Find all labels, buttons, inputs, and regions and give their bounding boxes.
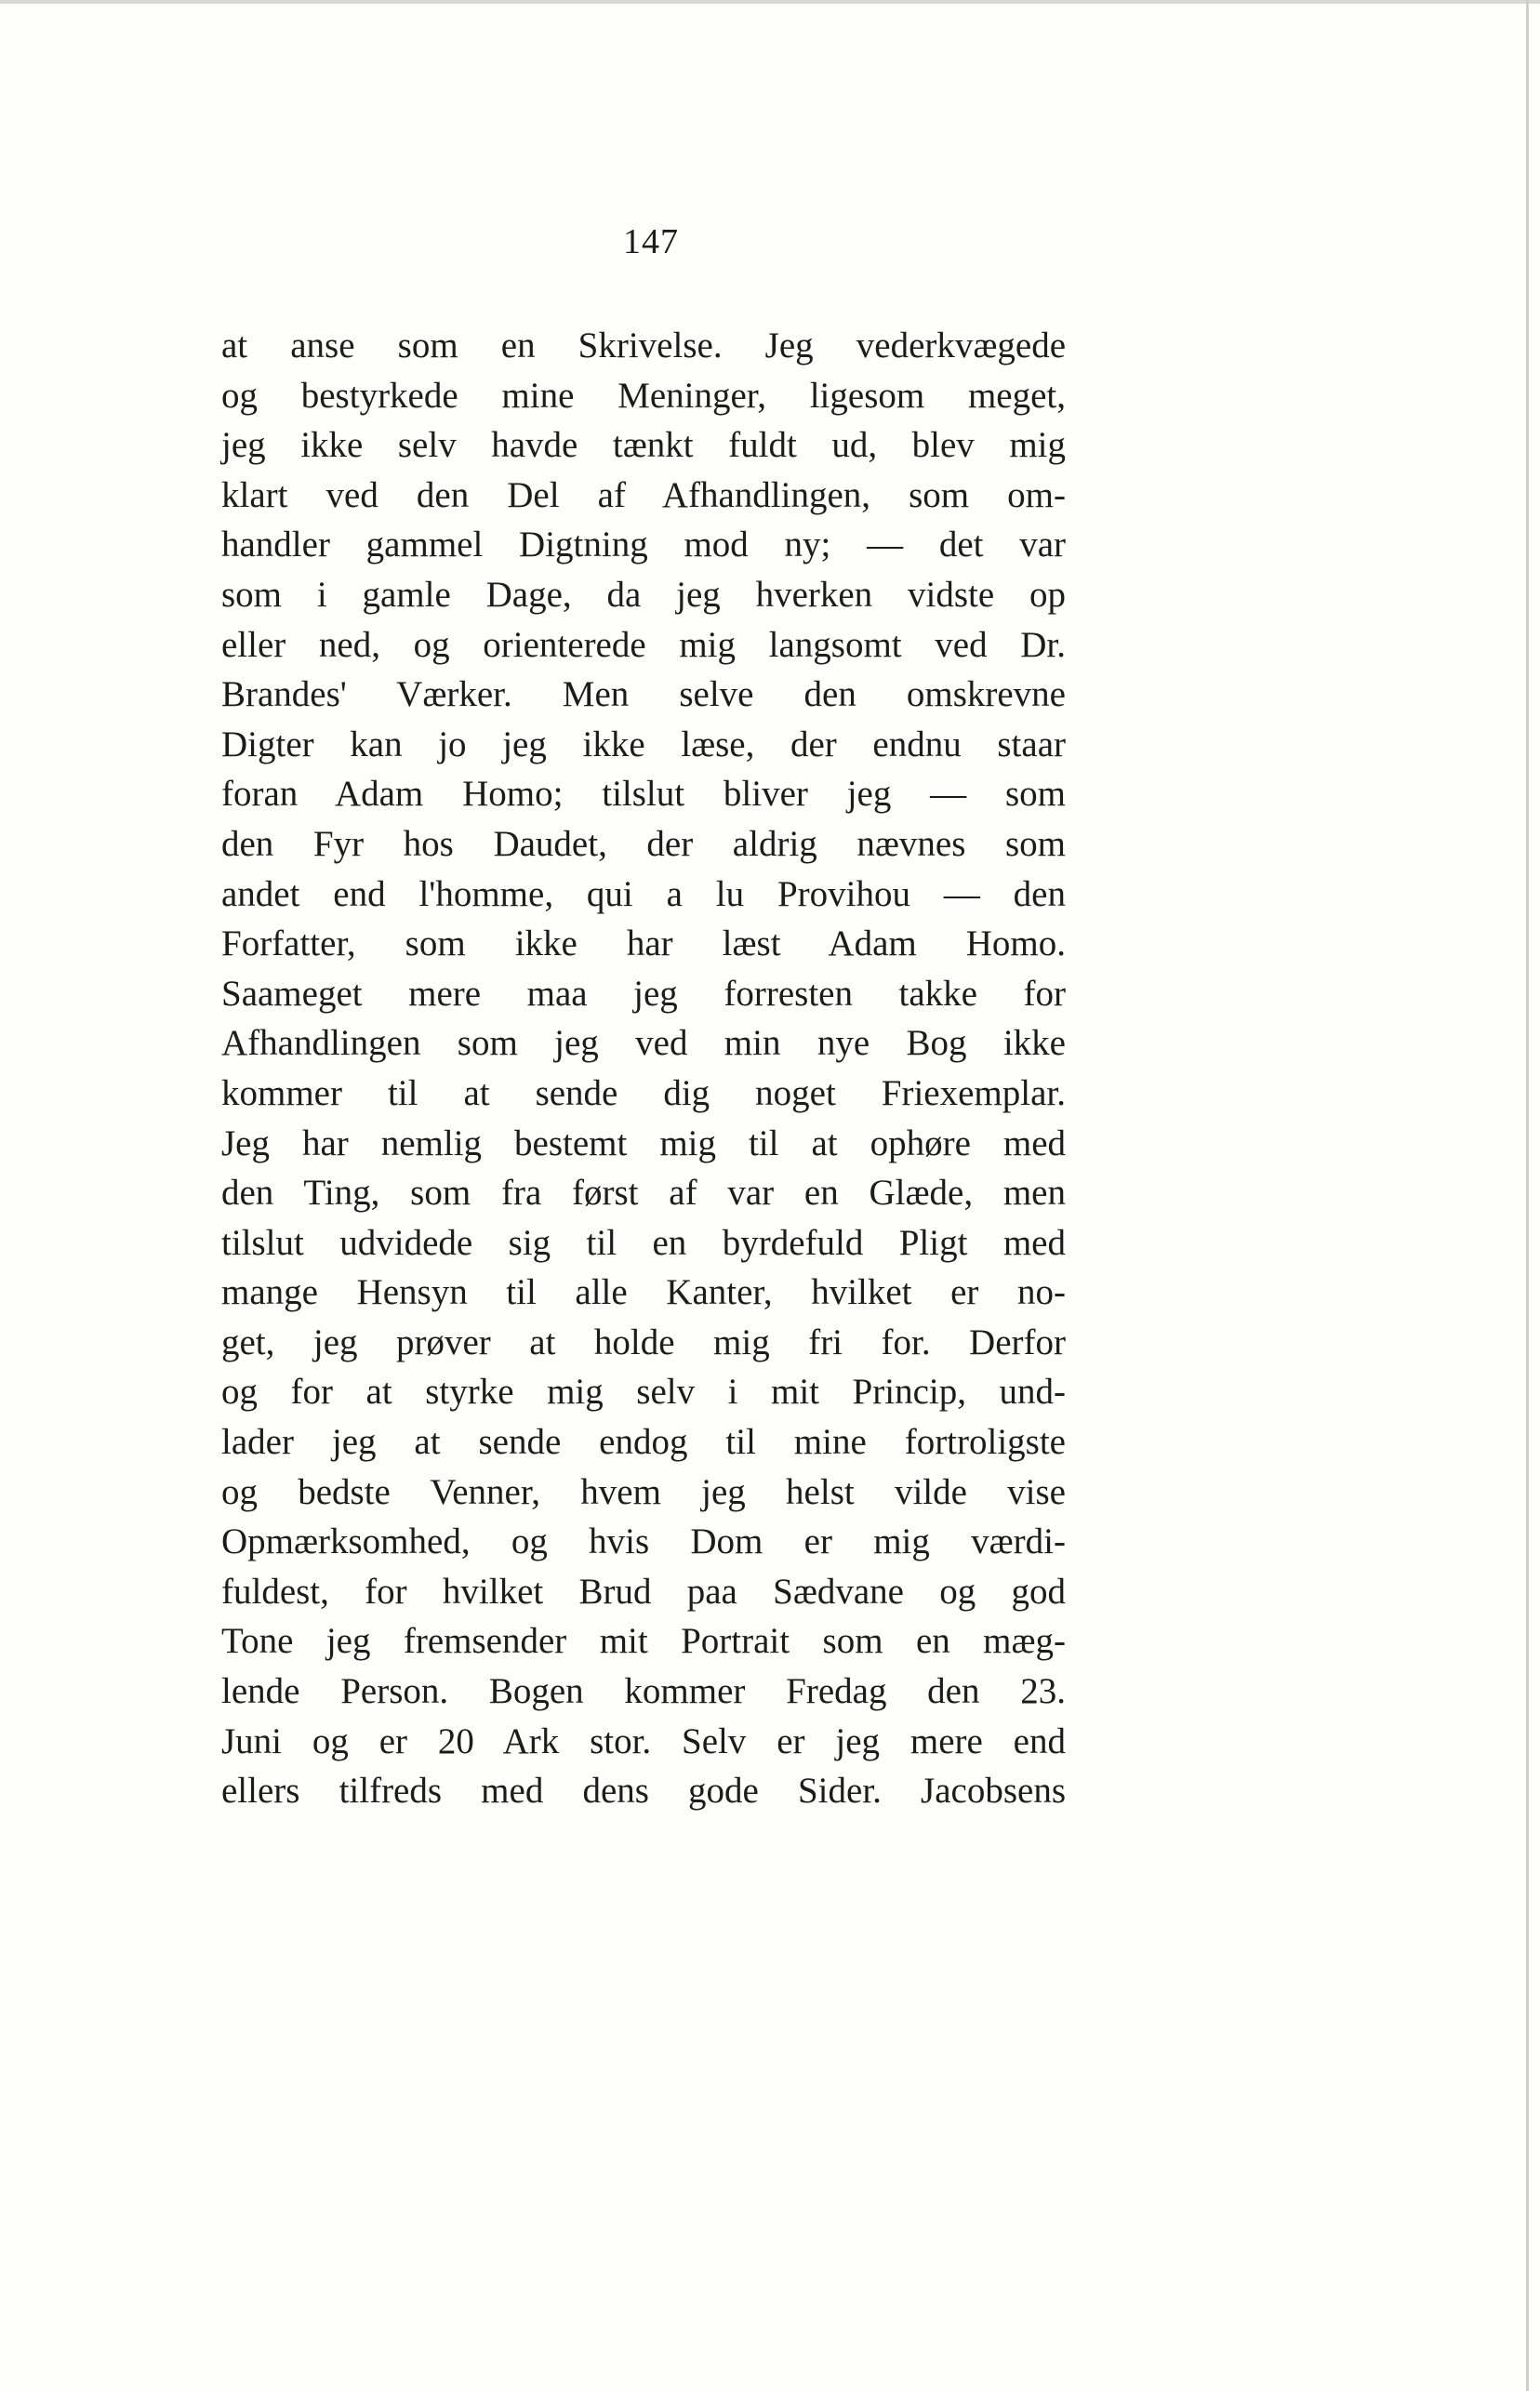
text-line: foran Adam Homo; tilslut bliver jeg — som	[221, 774, 1066, 815]
text-line: at anse som en Skrivelse. Jeg vederkvægede	[221, 325, 1066, 365]
text-line: get, jeg prøver at holde mig fri for. Derfor	[221, 1322, 1066, 1362]
text-line: som i gamle Dage, da jeg hverken vidste op	[221, 574, 1066, 615]
text-line: Saameget mere maa jeg forresten takke for	[221, 973, 1066, 1014]
text-line: Digter kan jo jeg ikke læse, der endnu staar	[221, 724, 1066, 764]
text-line: Tone jeg fremsender mit Portrait som en mæg-	[221, 1621, 1066, 1662]
page-number: 147	[623, 222, 679, 261]
text-line: Afhandlingen som jeg ved min nye Bog ikke	[221, 1023, 1066, 1064]
text-line: mange Hensyn til alle Kanter, hvilket er no-	[221, 1272, 1066, 1313]
text-line: ellers tilfreds med dens gode Sider. Jacobsens	[221, 1771, 1066, 1812]
text-line: og bedste Venner, hvem jeg helst vilde vise	[221, 1471, 1066, 1512]
text-line: og for at styrke mig selv i mit Princip, und-	[221, 1372, 1066, 1413]
text-line: Jeg har nemlig bestemt mig til at ophøre med	[221, 1122, 1066, 1163]
text-line: og bestyrkede mine Meninger, ligesom meget,	[221, 375, 1066, 416]
text-line: Opmærksomhed, og hvis Dom er mig værdi-	[221, 1521, 1066, 1562]
page-right-edge	[1526, 0, 1529, 2391]
text-line: handler gammel Digtning mod ny; — det var	[221, 525, 1066, 565]
text-line: klart ved den Del af Afhandlingen, som om-	[221, 474, 1066, 515]
text-line: tilslut udvidede sig til en byrdefuld Pligt med	[221, 1222, 1066, 1263]
text-line: lader jeg at sende endog til mine fortroligste	[221, 1422, 1066, 1463]
text-line: andet end l'homme, qui a lu Provihou — den	[221, 873, 1066, 914]
text-line: eller ned, og orienterede mig langsomt ved Dr.	[221, 624, 1066, 665]
text-line: Forfatter, som ikke har læst Adam Homo.	[221, 923, 1066, 964]
text-line: fuldest, for hvilket Brud paa Sædvane og god	[221, 1571, 1066, 1612]
text-line: Brandes' Værker. Men selve den omskrevne	[221, 674, 1066, 715]
text-line: den Ting, som fra først af var en Glæde, men	[221, 1173, 1066, 1214]
text-line: den Fyr hos Daudet, der aldrig nævnes som	[221, 823, 1066, 864]
text-line: lende Person. Bogen kommer Fredag den 23.	[221, 1671, 1066, 1712]
page-top-edge	[0, 0, 1540, 4]
text-line: jeg ikke selv havde tænkt fuldt ud, blev mig	[221, 425, 1066, 466]
text-line: kommer til at sende dig noget Friexemplar.	[221, 1072, 1066, 1113]
text-line: Juni og er 20 Ark stor. Selv er jeg mere end	[221, 1720, 1066, 1761]
body-text	[221, 321, 1066, 1816]
